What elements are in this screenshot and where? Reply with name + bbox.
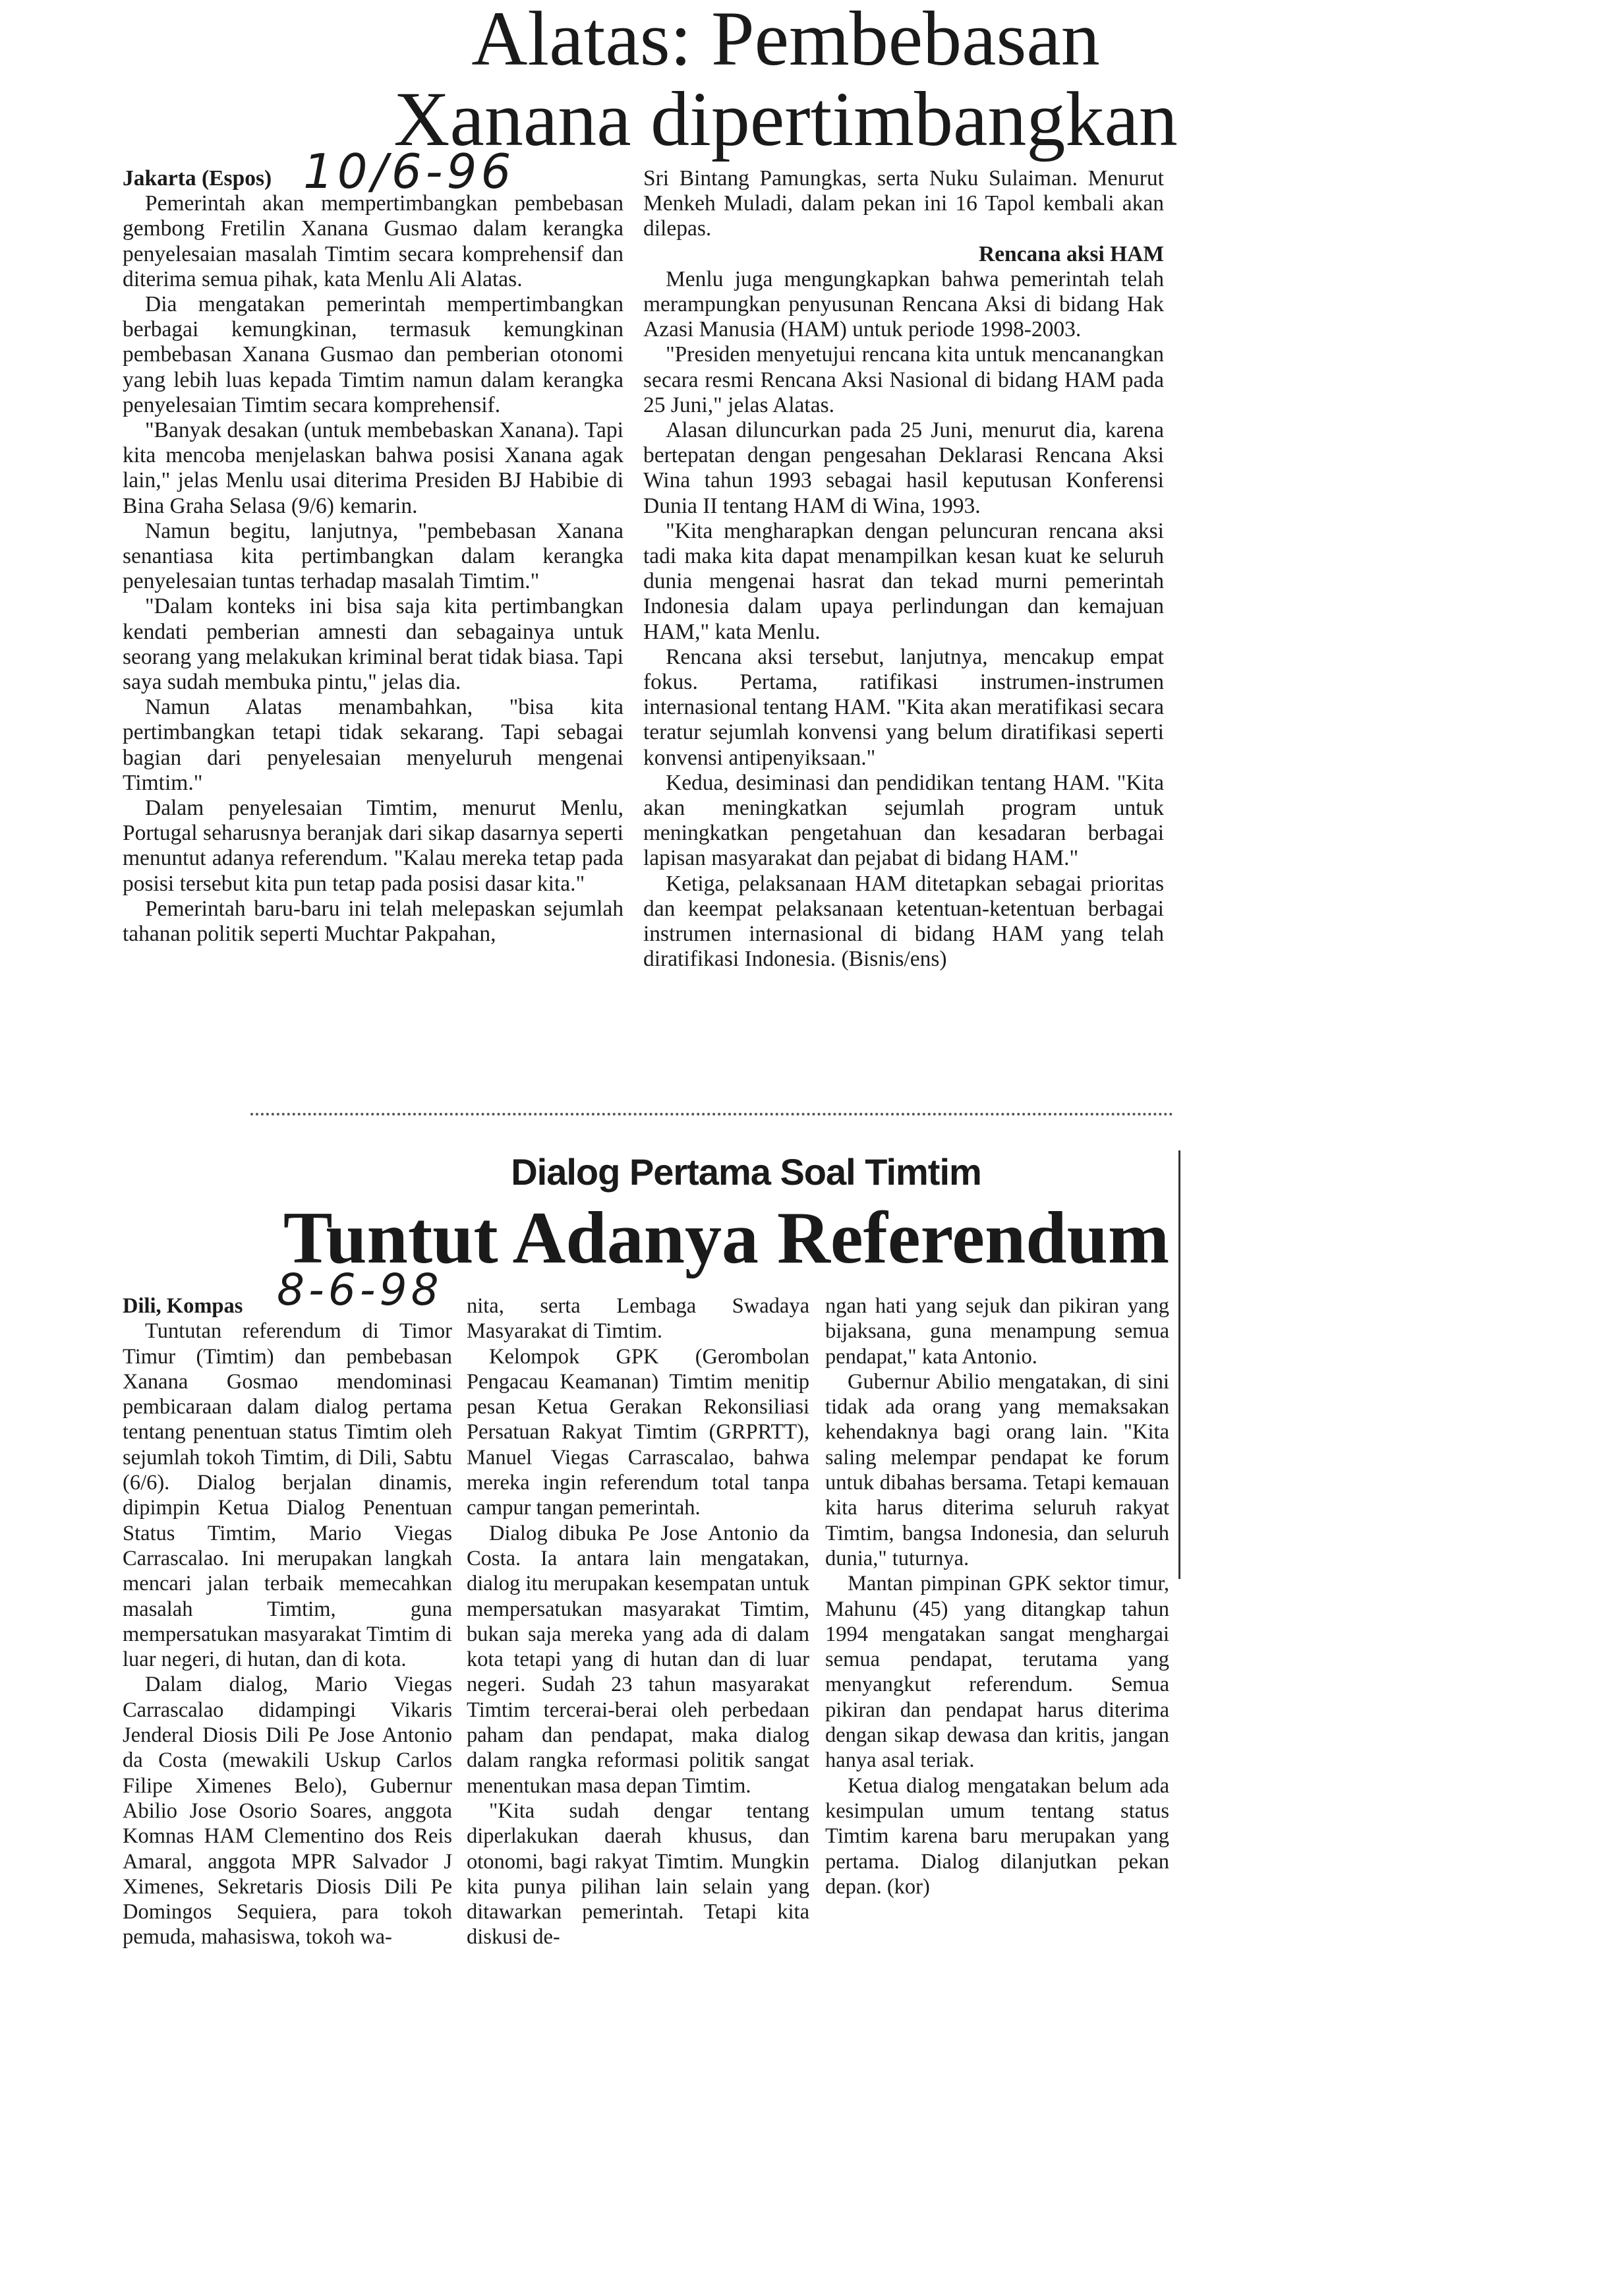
paragraph: Dalam penyelesaian Timtim, menurut Menlu, Portugal seharusnya beranjak dari sikap dasarnya seperti menuntut adanya referendum. "Kalau mereka tetap pada posisi tersebut kita pun tetap pada posisi dasar kita." (123, 796, 624, 896)
article1-handwritten-date: 10/6-96 (303, 144, 515, 199)
paragraph: Ketiga, pelaksanaan HAM ditetapkan sebagai prioritas dan keempat pelaksanaan ketentuan-ketentuan berbagai instrumen internasional di bidang HAM yang telah diratifikasi Indonesia. (Bisnis/ens) (643, 871, 1164, 972)
paragraph: "Presiden menyetujui rencana kita untuk mencanangkan secara resmi Rencana Aksi Nasional di bidang HAM pada 25 Juni," jelas Alatas. (643, 342, 1164, 417)
paragraph: Namun begitu, lanjutnya, "pembebasan Xanana senantiasa kita pertimbangkan dalam kerangka penyelesaian tuntas terhadap masalah Timtim." (123, 518, 624, 594)
paragraph: "Dalam konteks ini bisa saja kita pertimbangkan kendati pemberian amnesti dan sebagainya untuk seorang yang melakukan kriminal berat tidak biasa. Tapi saya sudah membuka pintu," jelas dia. (123, 594, 624, 695)
paragraph: Pemerintah akan mempertimbangkan pembebasan gembong Fretilin Xanana Gusmao dalam kerangka penyelesaian masalah Timtim secara komprehensif dan diterima semua pihak, kata Menlu Ali Alatas. (123, 191, 624, 291)
paragraph: ngan hati yang sejuk dan pikiran yang bijaksana, guna menampung semua pendapat," kata Antonio. (825, 1294, 1169, 1369)
article2-headline: Tuntut Adanya Referendum (283, 1197, 1170, 1279)
article1-dateline: Jakarta (Espos) (123, 166, 272, 191)
article2-dateline: Dili, Kompas (123, 1294, 243, 1318)
article1-subhead: Rencana aksi HAM (978, 241, 1164, 266)
paragraph: Pemerintah baru-baru ini telah melepaskan sejumlah tahanan politik seperti Muchtar Pakpahan, (123, 896, 624, 947)
paragraph: Mantan pimpinan GPK sektor timur, Mahunu (45) yang ditangkap tahun 1994 mengatakan sangat menghargai semua pendapat, terutama yang menyangkut referendum. Semua pikiran dan pendapat harus diterima dengan sikap dewasa dan kritis, jangan hanya asal teriak. (825, 1572, 1169, 1773)
article1-column-1 (123, 166, 624, 947)
paragraph: Kelompok GPK (Gerombolan Pengacau Keamanan) Timtim menitip pesan Ketua Gerakan Rekonsiliasi Persatuan Rakyat Timtim (GRPRTT), Manuel Viegas Carrascalao, bahwa mereka ingin referendum total tanpa campur tangan pemerintah. (467, 1344, 809, 1520)
article2-column-3 (825, 1293, 1169, 1899)
article2-kicker: Dialog Pertama Soal Timtim (511, 1151, 981, 1193)
paragraph: "Kita mengharapkan dengan peluncuran rencana aksi tadi maka kita dapat menampilkan kesan kuat ke seluruh dunia mengenai hasrat dan tekad murni pemerintah Indonesia dalam upaya perlindungan dan kemajuan HAM," kata Menlu. (643, 518, 1164, 644)
paragraph: Dia mengatakan pemerintah mempertimbangkan berbagai kemungkinan, termasuk kemungkinan pembebasan Xanana Gusmao dan pemberian otonomi yang lebih luas kepada Timtim namun dalam kerangka penyelesaian Timtim secara komprehensif. (123, 292, 624, 417)
article2-column-2 (467, 1293, 809, 1950)
paragraph: Alasan diluncurkan pada 25 Juni, menurut dia, karena bertepatan dengan pengesahan Deklarasi Rencana Aksi Wina tahun 1993 sebagai hasil keputusan Konferensi Dunia II tentang HAM di Wina, 1993. (643, 418, 1164, 518)
article2-handwritten-date: 8-6-98 (277, 1264, 443, 1315)
paragraph: Menlu juga mengungkapkan bahwa pemerintah telah merampungkan penyusunan Rencana Aksi di bidang Hak Azasi Manusia (HAM) untuk periode 1998-2003. (643, 266, 1164, 342)
paragraph: Dialog dibuka Pe Jose Antonio da Costa. Ia antara lain mengatakan, dialog itu merupakan kesempatan untuk mempersatukan masyarakat Timtim, bukan saja mereka yang ada di dalam kota tetapi yang di hutan dan di luar negeri. Sudah 23 tahun masyarakat Timtim tercerai-berai oleh perbedaan paham dan pendapat, maka dialog dalam rangka reformasi politik sangat menentukan masa depan Timtim. (467, 1521, 809, 1798)
article1-column-2 (643, 166, 1164, 972)
paragraph: Sri Bintang Pamungkas, serta Nuku Sulaiman. Menurut Menkeh Muladi, dalam pekan ini 16 Tapol kembali akan dilepas. (643, 166, 1164, 241)
paragraph: nita, serta Lembaga Swadaya Masyarakat di Timtim. (467, 1294, 809, 1344)
paragraph: Tuntutan referendum di Timor Timur (Timtim) dan pembebasan Xanana Gosmao mendominasi pembicaraan dalam dialog pertama tentang penentuan status Timtim oleh sejumlah tokoh Timtim, di Dili, Sabtu (6/6). Dialog berjalan dinamis, dipimpin Ketua Dialog Penentuan Status Timtim, Mario Viegas Carrascalao. Ini merupakan langkah mencari jalan terbaik memecahkan masalah Timtim, guna mempersatukan masyarakat Timtim di luar negeri, di hutan, dan di kota. (123, 1319, 452, 1672)
paragraph: Gubernur Abilio mengatakan, di sini tidak ada orang yang memaksakan kehendaknya bagi orang lain. "Kita saling melempar pendapat ke forum untuk dibahas bersama. Tetapi kemauan kita harus diterima seluruh rakyat Timtim, bangsa Indonesia, dan seluruh dunia," tuturnya. (825, 1369, 1169, 1570)
paragraph: Namun Alatas menambahkan, "bisa kita pertimbangkan tetapi tidak sekarang. Tapi sebagai bagian dari penyelesaian menyeluruh mengenai Timtim." (123, 695, 624, 795)
paragraph: Ketua dialog mengatakan belum ada kesimpulan umum tentang status Timtim karena baru merupakan yang pertama. Dialog dilanjutkan pekan depan. (kor) (825, 1773, 1169, 1899)
article1-headline-line2: Xanana dipertimbangkan (393, 76, 1178, 162)
paragraph: "Kita sudah dengar tentang diperlakukan daerah khusus, dan otonomi, bagi rakyat Timtim. Mungkin kita punya pilihan lain selain yang ditawarkan pemerintah. Tetapi kita diskusi de- (467, 1798, 809, 1949)
section-divider (250, 1113, 1173, 1115)
article1-headline-line1: Alatas: Pembebasan (471, 0, 1100, 82)
paragraph: "Banyak desakan (untuk membebaskan Xanana). Tapi kita mencoba menjelaskan bahwa posisi Xanana agak lain," jelas Menlu usai diterima Presiden BJ Habibie di Bina Graha Selasa (9/6) kemarin. (123, 418, 624, 518)
paragraph: Rencana aksi tersebut, lanjutnya, mencakup empat fokus. Pertama, ratifikasi instrumen-instrumen internasional tentang HAM. "Kita akan meratifikasi secara teratur sejumlah konvensi yang belum diratifikasi seperti konvensi antipenyiksaan." (643, 644, 1164, 770)
article2-column-1 (123, 1293, 452, 1950)
paragraph: Dalam dialog, Mario Viegas Carrascalao didampingi Vikaris Jenderal Diosis Dili Pe Jose Antonio da Costa (mewakili Uskup Carlos Filipe Ximenes Belo), Gubernur Abilio Jose Osorio Soares, anggota Komnas HAM Clementino dos Reis Amaral, anggota MPR Salvador J Ximenes, Sekretaris Diosis Dili Pe Domingos Sequiera, para tokoh pemuda, mahasiswa, tokoh wa- (123, 1673, 452, 1949)
paragraph: Kedua, desiminasi dan pendidikan tentang HAM. "Kita akan meningkatkan sejumlah program untuk meningkatkan pengetahuan dan kesadaran berbagai lapisan masyarakat dan pejabat di bidang HAM." (643, 770, 1164, 871)
